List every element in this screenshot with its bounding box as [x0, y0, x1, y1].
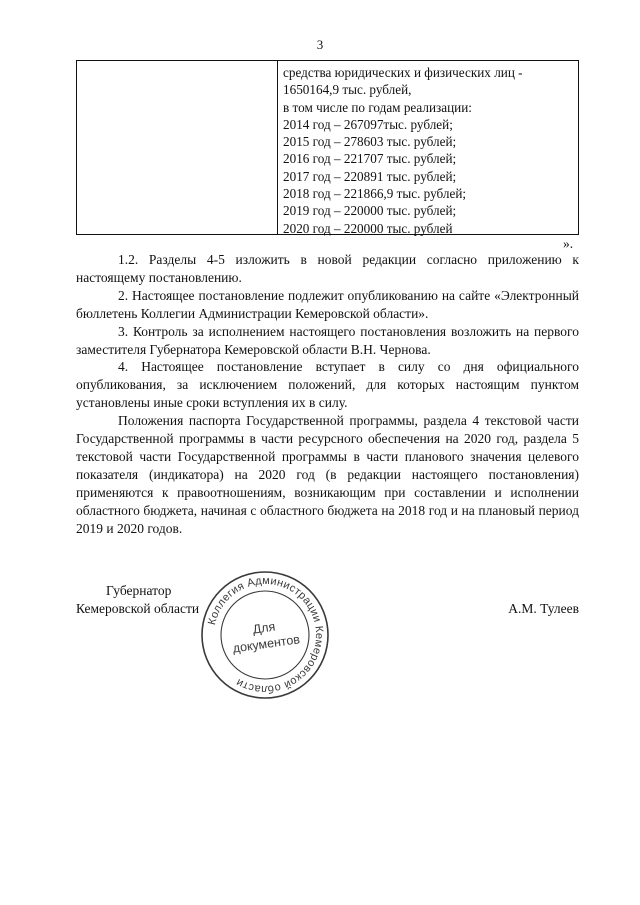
funding-line: средства юридических и физических лиц -: [283, 65, 523, 80]
funding-line: в том числе по годам реализации:: [283, 99, 472, 115]
stamp-center-line1: Для: [251, 619, 277, 637]
signer-title-line1: Губернатор: [106, 583, 172, 598]
funding-line: 2014 год – 267097тыс. рублей;: [283, 116, 453, 132]
funding-line: 2019 год – 220000 тыс. рублей;: [283, 203, 457, 219]
signer-title-line2: Кемеровской области: [76, 601, 200, 616]
stamp-ring-text: Коллегия Администрации Кемеровской области: [206, 574, 326, 696]
paragraph-3: 3. Контроль за исполнением настоящего постановления возложить на первого заместителя Губернатора Кемеровской области В.Н. Чернова.: [76, 323, 579, 357]
funding-line: 2016 год – 221707 тыс. рублей;: [283, 151, 457, 167]
funding-line: 2015 год – 278603 тыс. рублей;: [283, 134, 457, 150]
funding-table-right-cell: [283, 64, 574, 237]
stamp-center-line2: документов: [231, 632, 301, 656]
official-stamp: [200, 570, 330, 700]
table-column-divider: [277, 61, 278, 234]
funding-line: 1650164,9 тыс. рублей,: [283, 82, 412, 98]
paragraph-2: 2. Настоящее постановление подлежит опубликованию на сайте «Электронный бюллетень Коллегии Администрации Кемеровской области».: [76, 287, 579, 321]
funding-line: 2017 год – 220891 тыс. рублей;: [283, 168, 457, 184]
funding-line: 2020 год – 220000 тыс. рублей: [283, 220, 453, 236]
closing-quote: ».: [563, 236, 574, 251]
funding-line: 2018 год – 221866,9 тыс. рублей;: [283, 186, 467, 202]
paragraph-4: 4. Настоящее постановление вступает в силу со дня официального опубликования, за исключением положений, для которых настоящим пунктом установлены иные сроки вступления их в силу.: [76, 359, 579, 411]
document-body: [76, 251, 579, 538]
paragraph-provisions: Положения паспорта Государственной программы, раздела 4 текстовой части Государственной программы в части ресурсного обеспечения на 2020 год, раздела 5 текстовой части Государственной программы в части планового значения целевого показателя (индикатора) на 2020 год (в редакции настоящего постановления) применяются к правоотношениям, возникающим при составлении и исполнении областного бюджета, начиная с областного бюджета на 2018 год и на плановый период 2019 и 2020 годов.: [76, 413, 579, 536]
funding-table: [76, 60, 579, 235]
page-number: 3: [316, 37, 324, 52]
paragraph-1-2: 1.2. Разделы 4-5 изложить в новой редакции согласно приложению к настоящему постановлению.: [76, 252, 579, 285]
signer-name: А.М. Тулеев: [508, 601, 579, 616]
